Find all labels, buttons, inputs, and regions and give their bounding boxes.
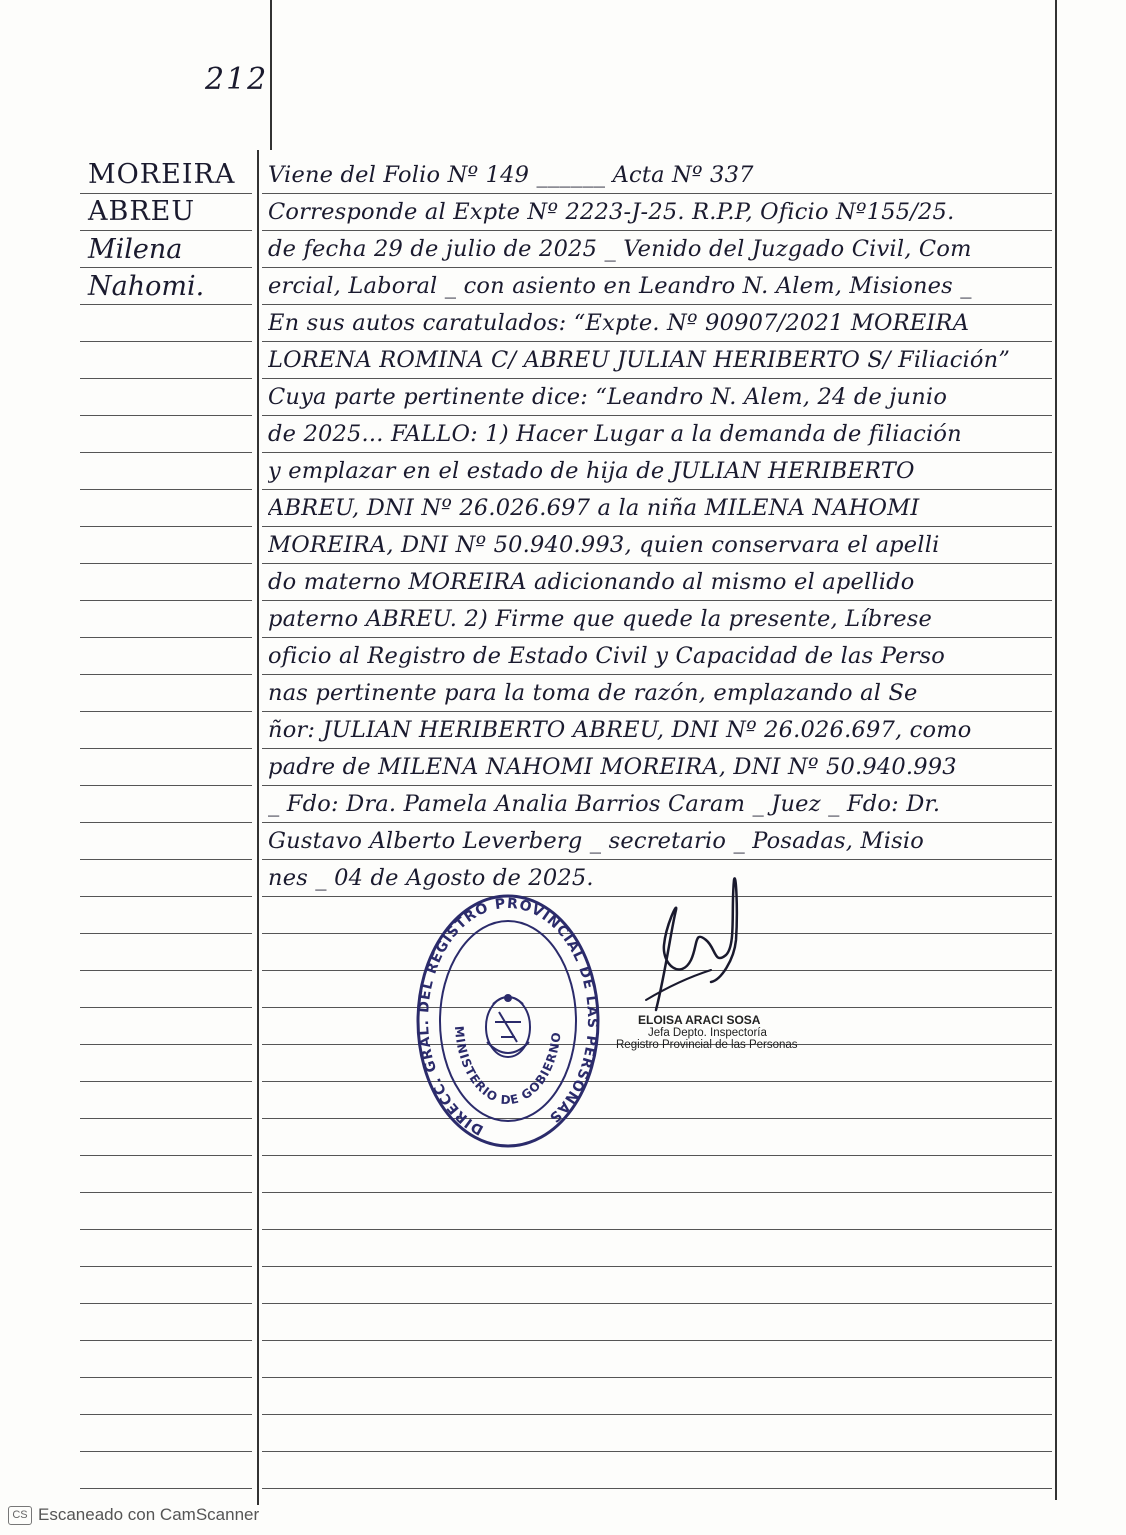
body-line: _ Fdo: Dra. Pamela Analia Barrios Caram _ Juez _ Fdo: Dr. — [268, 791, 941, 817]
body-line: ñor: JULIAN HERIBERTO ABREU, DNI Nº 26.026.697, como — [268, 717, 972, 743]
margin-rule-line — [80, 1340, 252, 1341]
margin-rule-line — [80, 822, 252, 823]
body-line: Viene del Folio Nº 149 ______ Acta Nº 337 — [268, 162, 754, 188]
body-rule-line — [262, 1451, 1052, 1452]
margin-rule-line — [80, 341, 252, 342]
margin-rule-line — [80, 489, 252, 490]
body-line: de 2025... FALLO: 1) Hacer Lugar a la demanda de filiación — [268, 421, 962, 447]
body-rule-line — [262, 1414, 1052, 1415]
body-rule-line — [262, 1118, 1052, 1119]
body-line: LORENA ROMINA C/ ABREU JULIAN HERIBERTO S/ Filiación” — [268, 347, 1011, 373]
body-line: Cuya parte pertinente dice: “Leandro N. Alem, 24 de junio — [268, 384, 948, 410]
body-line: En sus autos caratulados: “Expte. Nº 90907/2021 MOREIRA — [268, 310, 970, 336]
signatory-institution: Registro Provincial de las Personas — [616, 1039, 798, 1051]
body-rule-line — [262, 1488, 1052, 1489]
margin-rule-line — [80, 230, 252, 231]
body-line: Gustavo Alberto Leverberg _ secretario _ Posadas, Misio — [268, 828, 924, 854]
margin-divider-line-lower — [257, 150, 259, 1505]
margin-note-name-2: Nahomi. — [88, 271, 205, 302]
body-line: Corresponde al Expte Nº 2223-J-25. R.P.P, Oficio Nº155/25. — [268, 199, 955, 225]
margin-rule-line — [80, 711, 252, 712]
camscanner-icon: CS — [8, 1506, 32, 1525]
margin-divider-line — [270, 0, 272, 150]
margin-rule-line — [80, 748, 252, 749]
body-line: nes _ 04 de Agosto de 2025. — [268, 865, 594, 891]
body-line: MOREIRA, DNI Nº 50.940.993, quien conservara el apelli — [268, 532, 940, 558]
margin-rule-line — [80, 378, 252, 379]
margin-rule-line — [80, 896, 252, 897]
margin-rule-line — [80, 1303, 252, 1304]
stamp-outer-text: DIRECC. GRAL. DEL REGISTRO PROVINCIAL DE LAS PERSONAS — [416, 895, 601, 1138]
margin-rule-line — [80, 1192, 252, 1193]
signatory-title: Jefa Depto. Inspectoría — [648, 1027, 767, 1039]
body-line: nas pertinente para la toma de razón, emplazando al Se — [268, 680, 918, 706]
margin-rule-line — [80, 1451, 252, 1452]
margin-rule-line — [80, 637, 252, 638]
margin-rule-line — [80, 1155, 252, 1156]
margin-rule-line — [80, 526, 252, 527]
margin-rule-line — [80, 1414, 252, 1415]
body-line: oficio al Registro de Estado Civil y Capacidad de las Perso — [268, 643, 946, 669]
margin-note-name-1: Milena — [88, 234, 183, 265]
stamp-inner-text: MINISTERIO DE GOBIERNO — [451, 1025, 564, 1108]
margin-note-surname-2: ABREU — [88, 196, 196, 227]
body-line: do materno MOREIRA adicionando al mismo el apellido — [268, 569, 915, 595]
body-rule-line — [262, 1266, 1052, 1267]
body-line: ercial, Laboral _ con asiento en Leandro N. Alem, Misiones _ — [268, 273, 972, 299]
body-line: padre de MILENA NAHOMI MOREIRA, DNI Nº 50.940.993 — [268, 754, 957, 780]
margin-rule-line — [80, 970, 252, 971]
body-rule-line — [262, 1229, 1052, 1230]
margin-rule-line — [80, 1229, 252, 1230]
body-rule-line — [262, 1155, 1052, 1156]
margin-rule-line — [80, 1266, 252, 1267]
margin-rule-line — [80, 1118, 252, 1119]
margin-rule-line — [80, 674, 252, 675]
margin-rule-line — [80, 1081, 252, 1082]
margin-rule-line — [80, 415, 252, 416]
margin-rule-line — [80, 563, 252, 564]
handwritten-signature — [636, 870, 756, 1020]
margin-rule-line — [80, 785, 252, 786]
margin-rule-line — [80, 1044, 252, 1045]
folio-number: 212 — [205, 62, 269, 97]
margin-note-surname-1: MOREIRA — [88, 159, 236, 190]
body-rule-line — [262, 1377, 1052, 1378]
margin-rule-line — [80, 1377, 252, 1378]
body-line: de fecha 29 de julio de 2025 _ Venido del Juzgado Civil, Com — [268, 236, 972, 262]
margin-rule-line — [80, 304, 252, 305]
margin-rule-line — [80, 1007, 252, 1008]
body-line: ABREU, DNI Nº 26.026.697 a la niña MILENA NAHOMI — [268, 495, 920, 521]
body-rule-line — [262, 1192, 1052, 1193]
scanner-footer — [8, 1505, 259, 1525]
scanner-watermark-text: Escaneado con CamScanner — [38, 1505, 260, 1524]
margin-rule-line — [80, 1488, 252, 1489]
coat-of-arms-icon — [486, 994, 530, 1057]
body-line: paterno ABREU. 2) Firme que quede la presente, Líbrese — [268, 606, 933, 632]
margin-rule-line — [80, 859, 252, 860]
margin-rule-line — [80, 452, 252, 453]
signature-block — [608, 1013, 798, 1051]
margin-rule-line — [80, 600, 252, 601]
margin-rule-line — [80, 267, 252, 268]
body-rule-line — [262, 1303, 1052, 1304]
body-rule-line — [262, 1340, 1052, 1341]
body-line: y emplazar en el estado de hija de JULIAN HERIBERTO — [268, 458, 915, 484]
margin-rule-line — [80, 193, 252, 194]
signatory-name: ELOISA ARACI SOSA — [638, 1013, 761, 1027]
body-rule-line — [262, 1081, 1052, 1082]
margin-rule-line — [80, 933, 252, 934]
official-seal-stamp — [415, 892, 601, 1150]
